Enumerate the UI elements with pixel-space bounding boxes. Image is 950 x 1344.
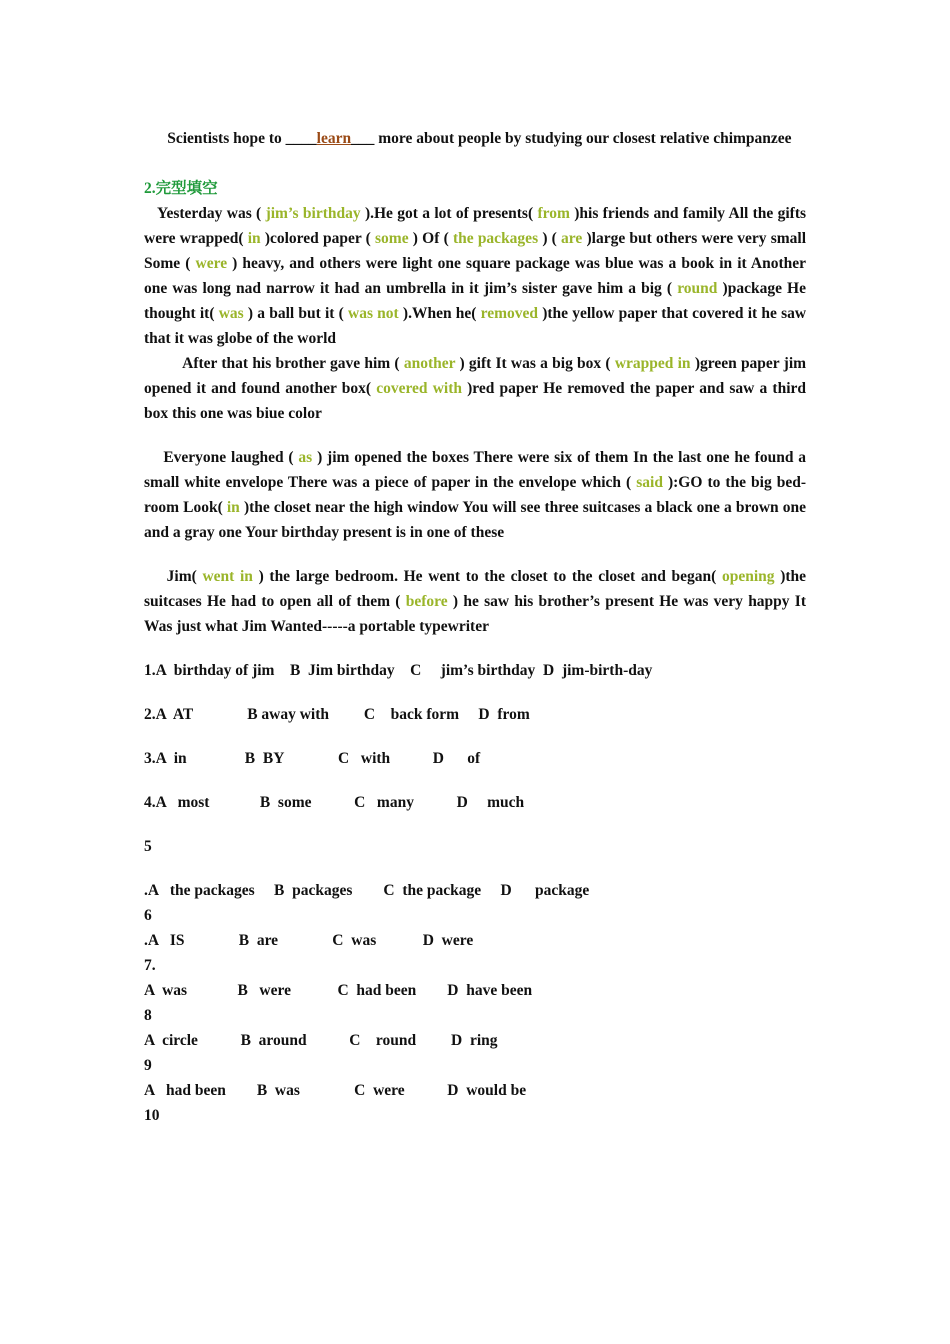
option-line-8: A circle B around C round D ring — [144, 1032, 498, 1049]
answer-10: was not — [348, 305, 399, 322]
answer-16: said — [636, 474, 663, 491]
option-line-6: .A IS B are C was D were — [144, 932, 474, 949]
answer-1: jim’s birthday — [265, 205, 361, 222]
option-line-1: 1.A birthday of jim B Jim birthday C jim’s birthday D jim-birth-day — [144, 662, 653, 679]
option-line-5: .A the packages B packages C the package D package — [144, 882, 590, 899]
intro-text-before: Scientists hope to ____ — [144, 130, 317, 147]
answer-6: are — [561, 230, 583, 247]
option-line-7: A was B were C had been D have been — [144, 982, 533, 999]
answer-2: from — [537, 205, 570, 222]
answer-18: went in — [202, 568, 253, 585]
question-number-8: 8 — [144, 1007, 152, 1024]
answer-17: in — [226, 499, 240, 516]
answer-19: opening — [721, 568, 775, 585]
answer-8: round — [677, 280, 718, 297]
paragraph-1: Yesterday was ( jim’s birthday ).He got a lot of presents( from )his friends and family All the gifts were wrapped( in )colored paper ( some ) Of ( the packages ) ( are )large but others were very small Some ( were ) heavy, and others were light one square package was blue was a book in it Another one was long nad narrow it had an umbrella in it jim’s sister gave him a big ( round )package He thought it( was ) a ball but it ( was not ).When he( removed )the yellow paper that covered it he saw that it was globe of the world — [144, 205, 807, 347]
option-line-2: 2.A AT B away with C back form D from — [144, 706, 530, 723]
question-number-9: 9 — [144, 1057, 152, 1074]
answer-5: the packages — [452, 230, 539, 247]
answer-7: were — [195, 255, 228, 272]
answer-20: before — [405, 593, 448, 610]
option-line-3: 3.A in B BY C with D of — [144, 750, 481, 767]
answer-15: as — [298, 449, 313, 466]
question-number-10: 10 — [144, 1107, 160, 1124]
question-number-6: 6 — [144, 907, 152, 924]
question-number-5: 5 — [144, 838, 152, 855]
document-page — [144, 126, 806, 1128]
intro-sentence — [144, 126, 806, 151]
answer-13: wrapped in — [614, 355, 691, 372]
answer-14: covered with — [376, 380, 462, 397]
answer-12: another — [403, 355, 456, 372]
answer-9: was — [218, 305, 244, 322]
intro-text-after: ___ more about people by studying our closest relative chimpanzee — [351, 130, 792, 147]
option-line-9: A had been B was C were D would be — [144, 1082, 527, 1099]
answer-3: in — [247, 230, 261, 247]
option-line-4: 4.A most B some C many D much — [144, 794, 525, 811]
section-heading: 2.完型填空 — [144, 180, 218, 197]
answer-11: removed — [480, 305, 539, 322]
question-number-7: 7. — [144, 957, 156, 974]
paragraph-3: Everyone laughed ( as ) jim opened the boxes There were six of them In the last one he found a small white envelope There was a piece of paper in the envelope which ( said ):GO to the big bed-room Look( in )the closet near the high window You will see three suitcases a black one a brown one and a gray one Your birthday present is in one of these — [144, 449, 807, 541]
paragraph-4: Jim( went in ) the large bedroom. He went to the closet to the closet and began( opening )the suitcases He had to open all of them ( before ) he saw his brother’s present He was very happy It Was just what Jim Wanted-----a portable typewriter — [144, 568, 807, 635]
answer-4: some — [375, 230, 409, 247]
intro-answer: learn — [316, 130, 352, 147]
paragraph-2: After that his brother gave him ( another ) gift It was a big box ( wrapped in )green paper jim opened it and found another box( covered with )red paper He removed the paper and saw a third box this one was biue color — [144, 355, 807, 422]
